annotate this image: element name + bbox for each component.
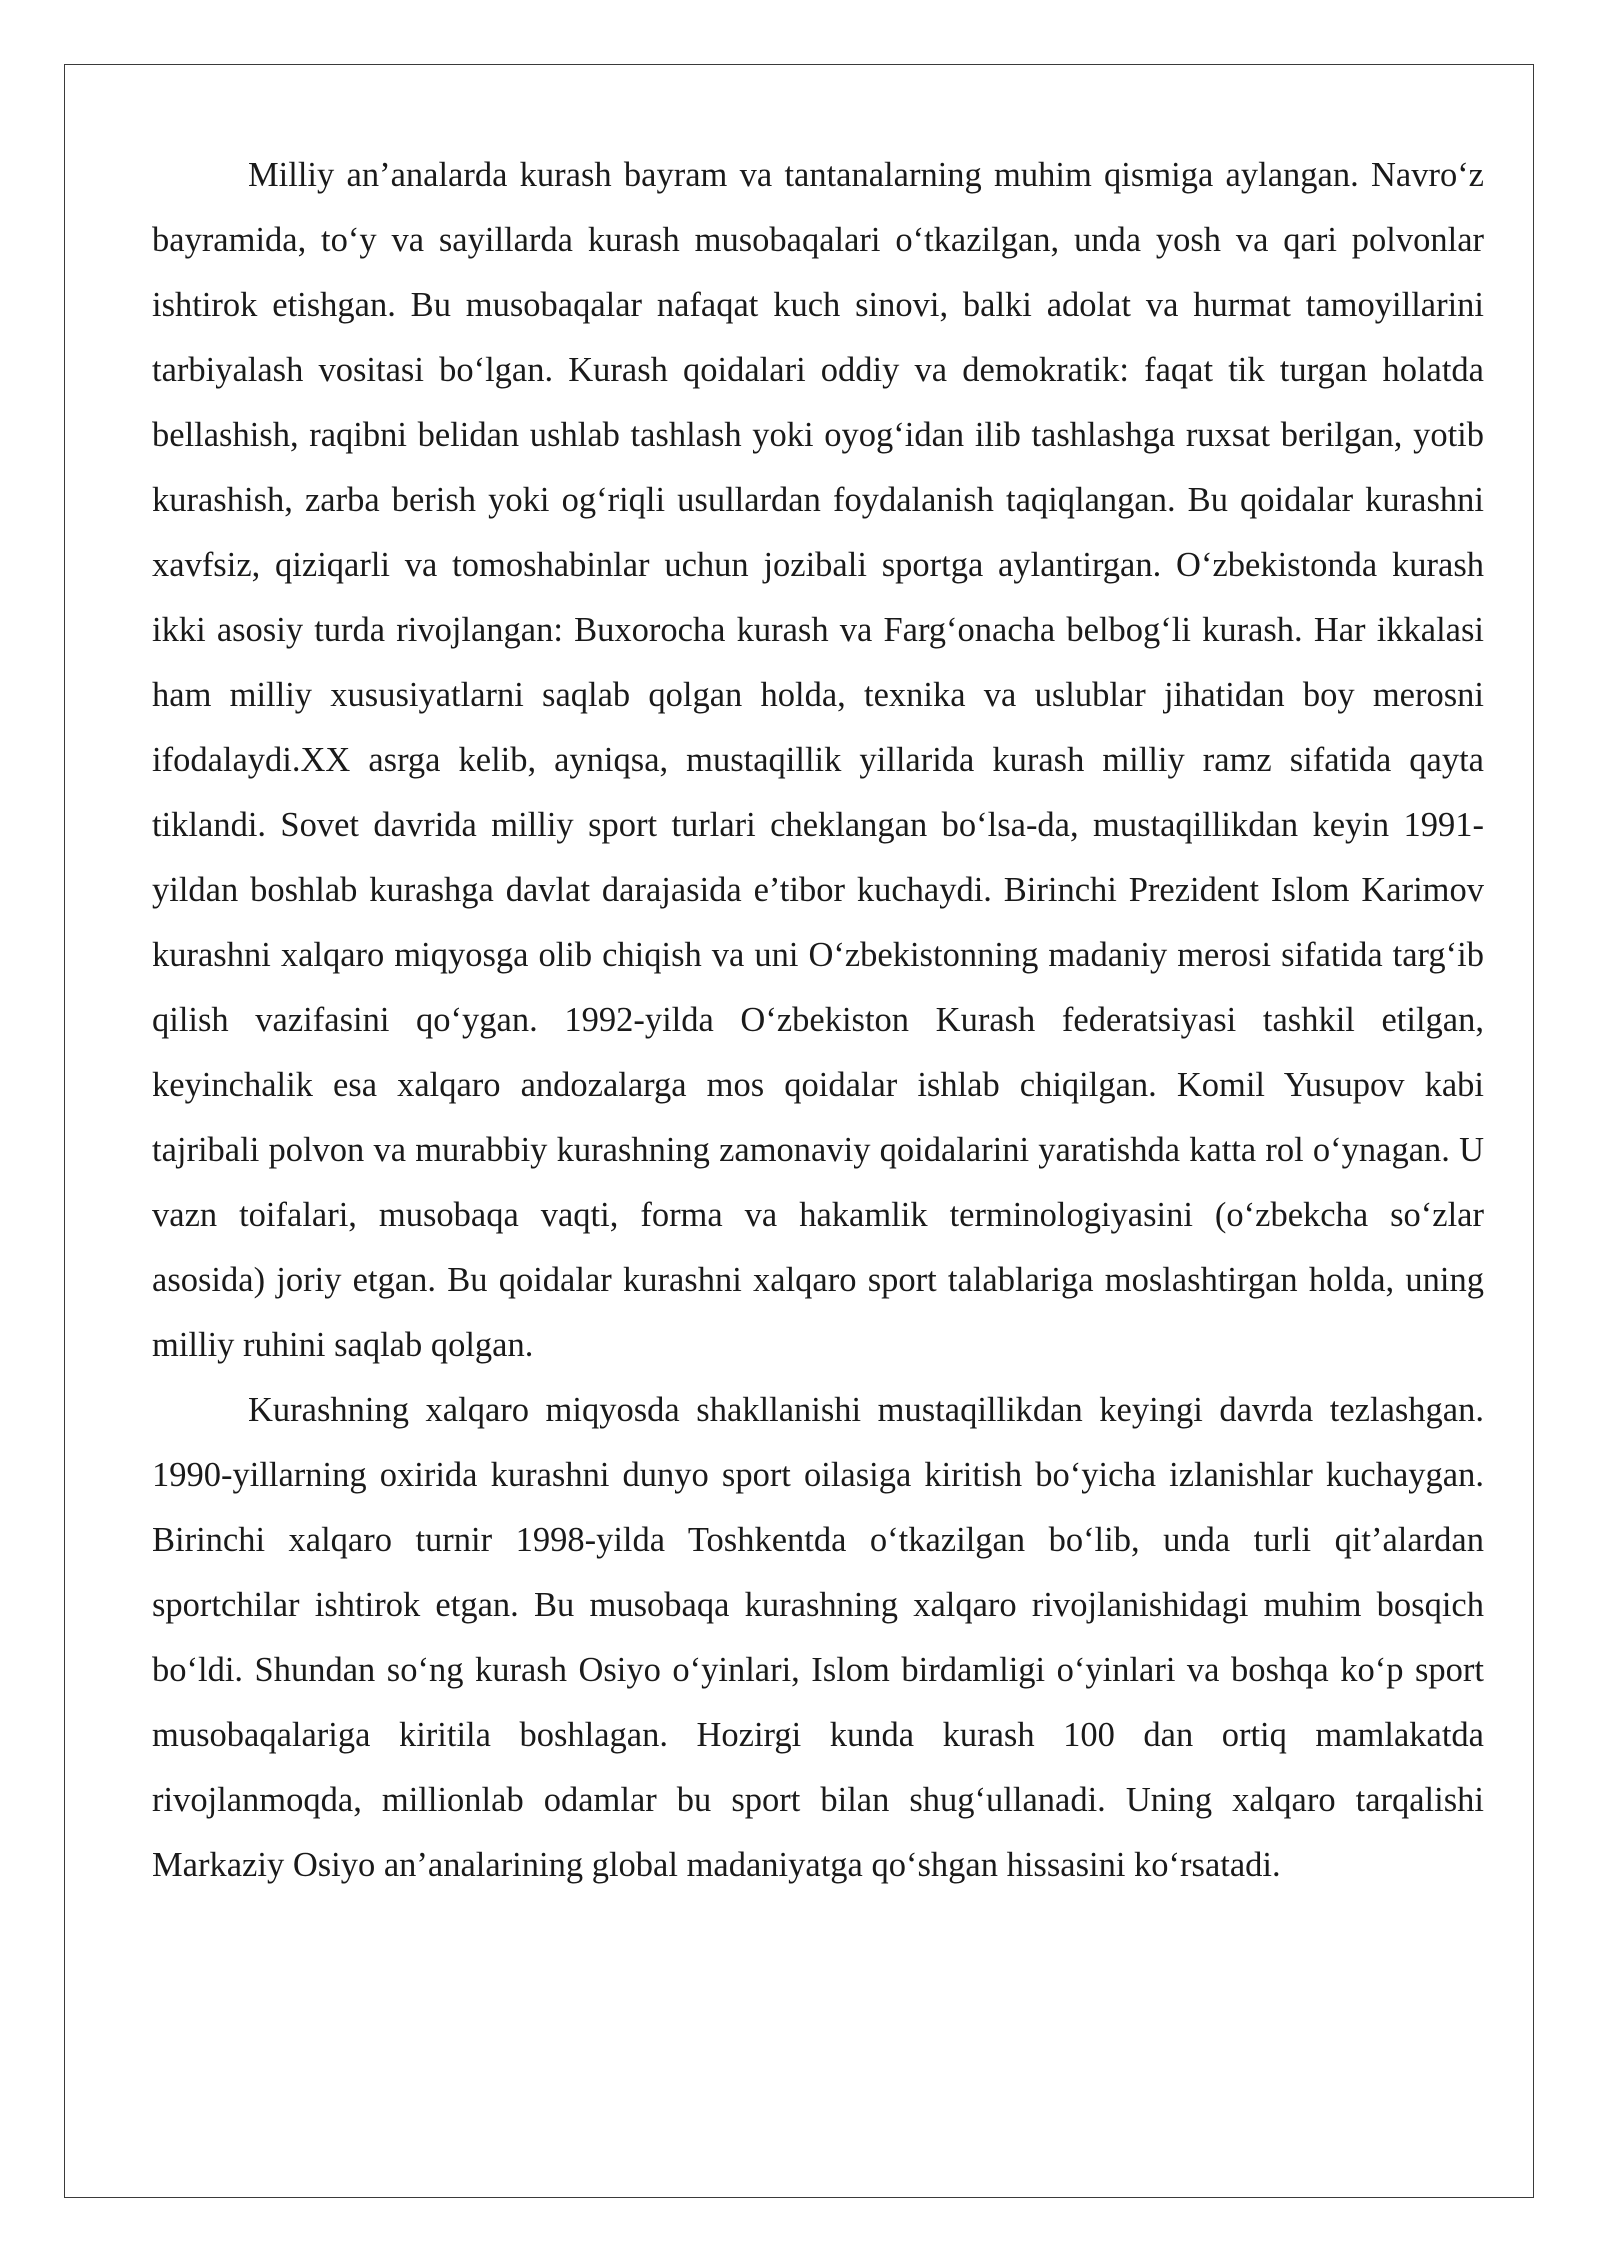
document-body xyxy=(152,143,1484,1898)
paragraph-2: Kurashning xalqaro miqyosda shakllanishi mustaqillikdan keyingi davrda tezlashgan. 1990-yillarning oxirida kurashni dunyo sport oilasiga kiritish bo‘yicha izlanishlar kuchaygan. Birinchi xalqaro turnir 1998-yilda Toshkentda o‘tkazilgan bo‘lib, unda turli qit’alardan sportchilar ishtirok etgan. Bu musobaqa kurashning xalqaro rivojlanishidagi muhim bosqich bo‘ldi. Shundan so‘ng kurash Osiyo o‘yinlari, Islom birdamligi o‘yinlari va boshqa ko‘p sport musobaqalariga kiritila boshlagan. Hozirgi kunda kurash 100 dan ortiq mamlakatda rivojlanmoqda, millionlab odamlar bu sport bilan shug‘ullanadi. Uning xalqaro tarqalishi Markaziy Osiyo an’analarining global madaniyatga qo‘shgan hissasini ko‘rsatadi. xyxy=(152,1391,1484,1884)
paragraph-1: Milliy an’analarda kurash bayram va tantanalarning muhim qismiga aylangan. Navro‘z bayramida, to‘y va sayillarda kurash musobaqalari o‘tkazilgan, unda yosh va qari polvonlar ishtirok etishgan. Bu musobaqalar nafaqat kuch sinovi, balki adolat va hurmat tamoyillarini tarbiyalash vositasi bo‘lgan. Kurash qoidalari oddiy va demokratik: faqat tik turgan holatda bellashish, raqibni belidan ushlab tashlash yoki oyog‘idan ilib tashlashga ruxsat berilgan, yotib kurashish, zarba berish yoki og‘riqli usullardan foydalanish taqiqlangan. Bu qoidalar kurashni xavfsiz, qiziqarli va tomoshabinlar uchun jozibali sportga aylantirgan. O‘zbekistonda kurash ikki asosiy turda rivojlangan: Buxorocha kurash va Farg‘onacha belbog‘li kurash. Har ikkalasi ham milliy xususiyatlarni saqlab qolgan holda, texnika va uslublar jihatidan boy merosni ifodalaydi.XX asrga kelib, ayniqsa, mustaqillik yillarida kurash milliy ramz sifatida qayta tiklandi. Sovet davrida milliy sport turlari cheklangan bo‘lsa-da, mustaqillikdan keyin 1991-yildan boshlab kurashga davlat darajasida e’tibor kuchaydi. Birinchi Prezident Islom Karimov kurashni xalqaro miqyosga olib chiqish va uni O‘zbekistonning madaniy merosi sifatida targ‘ib qilish vazifasini qo‘ygan. 1992-yilda O‘zbekiston Kurash federatsiyasi tashkil etilgan, keyinchalik esa xalqaro andozalarga mos qoidalar ishlab chiqilgan. Komil Yusupov kabi tajribali polvon va murabbiy kurashning zamonaviy qoidalarini yaratishda katta rol o‘ynagan. U vazn toifalari, musobaqa vaqti, forma va hakamlik terminologiyasini (o‘zbekcha so‘zlar asosida) joriy etgan. Bu qoidalar kurashni xalqaro sport talablariga moslashtirgan holda, uning milliy ruhini saqlab qolgan. xyxy=(152,156,1484,1364)
